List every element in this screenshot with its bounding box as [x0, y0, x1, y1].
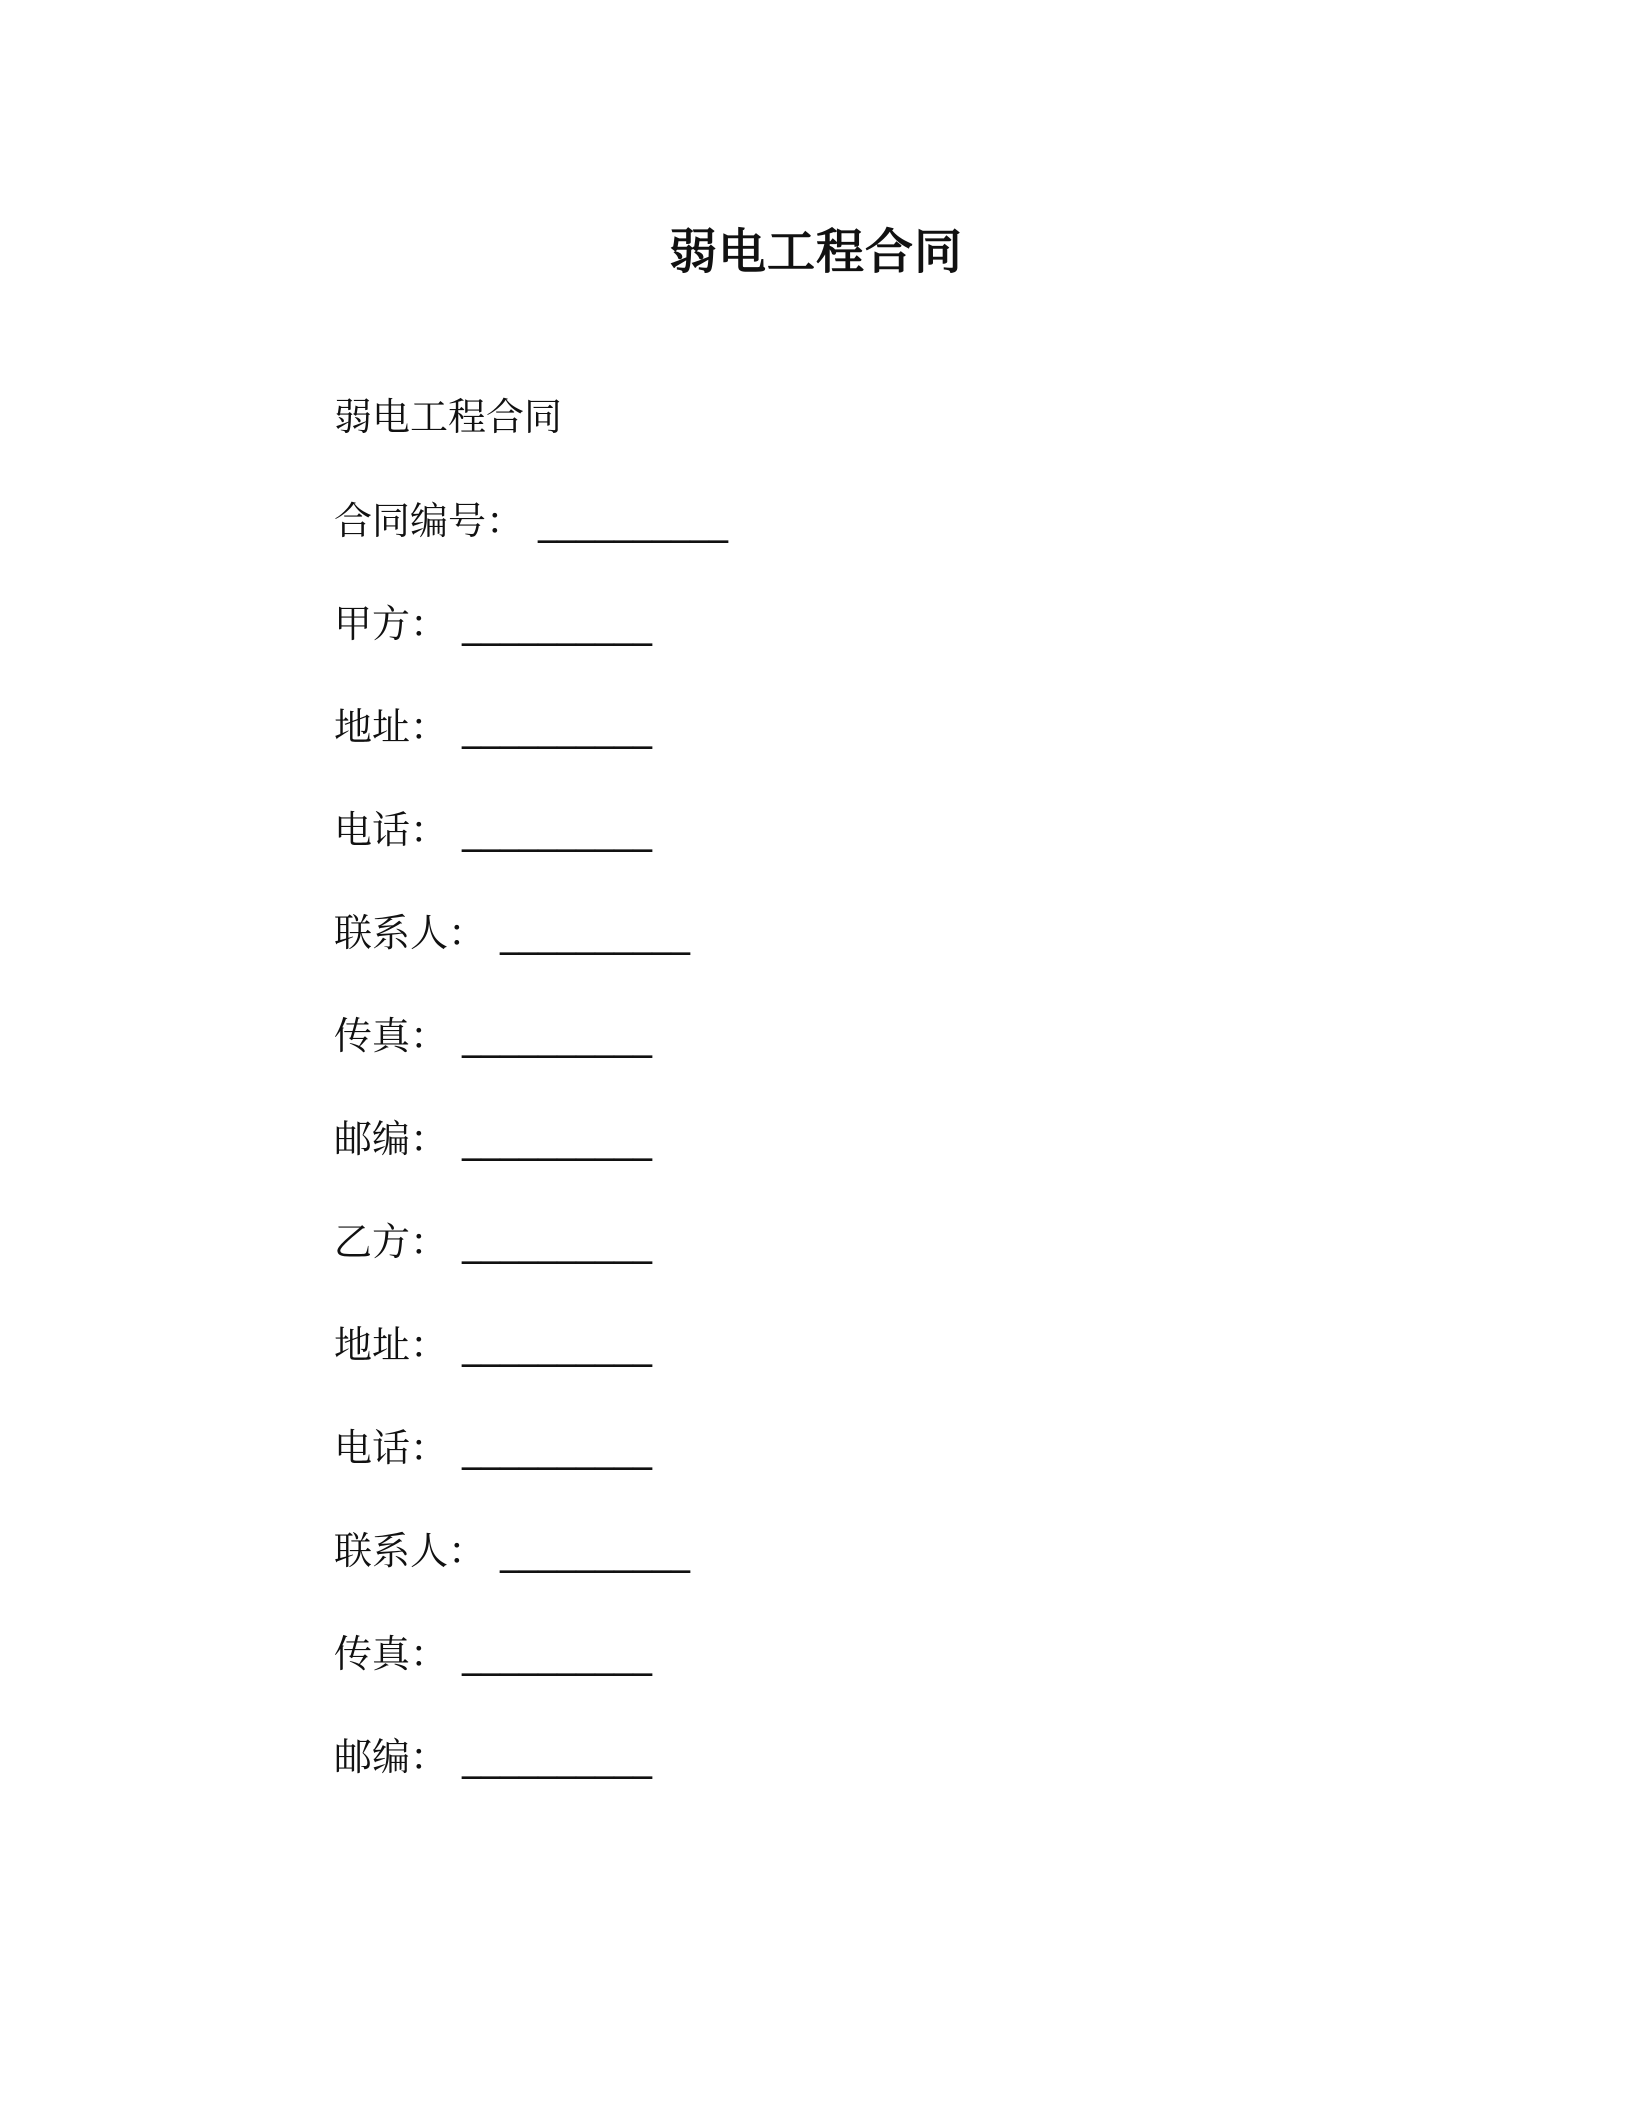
field-party-a — [334, 601, 652, 647]
field-party-a-fax — [334, 1013, 652, 1059]
fill-blank[interactable]: __________ — [462, 1426, 653, 1470]
field-party-b-phone — [334, 1425, 652, 1471]
field-party-b-fax — [334, 1631, 652, 1677]
field-label: 联系人： — [334, 1529, 487, 1573]
fill-blank[interactable]: __________ — [462, 1632, 653, 1676]
field-label: 地址： — [334, 1323, 449, 1367]
document-title: 弱电工程合同 — [668, 224, 963, 280]
field-label: 联系人： — [334, 911, 487, 955]
fill-blank[interactable]: __________ — [462, 1220, 653, 1264]
field-label: 传真： — [334, 1632, 449, 1676]
field-label: 乙方： — [334, 1220, 449, 1264]
fill-blank[interactable]: __________ — [500, 911, 691, 955]
field-label: 地址： — [334, 705, 449, 749]
fill-blank[interactable]: __________ — [462, 1735, 653, 1779]
fill-blank[interactable]: __________ — [462, 705, 653, 749]
fill-blank[interactable]: __________ — [462, 1014, 653, 1058]
field-label: 电话： — [334, 1426, 449, 1470]
field-party-a-contact — [334, 910, 690, 956]
field-label: 邮编： — [334, 1735, 449, 1779]
field-label: 传真： — [334, 1014, 449, 1058]
field-party-b — [334, 1219, 652, 1265]
field-party-b-contact — [334, 1528, 690, 1574]
field-label: 甲方： — [334, 602, 449, 646]
fill-blank[interactable]: __________ — [462, 1117, 653, 1161]
fill-blank[interactable]: __________ — [538, 499, 729, 543]
field-label: 合同编号： — [334, 499, 525, 543]
field-label: 电话： — [334, 808, 449, 852]
field-label: 邮编： — [334, 1117, 449, 1161]
field-party-a-address — [334, 704, 652, 750]
fill-blank[interactable]: __________ — [462, 1323, 653, 1367]
field-contract-number — [334, 498, 728, 544]
fill-blank[interactable]: __________ — [462, 808, 653, 852]
document-heading: 弱电工程合同 — [334, 395, 563, 439]
field-party-b-address — [334, 1322, 652, 1368]
field-party-a-phone — [334, 807, 652, 853]
field-party-a-postcode — [334, 1116, 652, 1162]
fill-blank[interactable]: __________ — [462, 602, 653, 646]
field-party-b-postcode — [334, 1734, 652, 1780]
fill-blank[interactable]: __________ — [500, 1529, 691, 1573]
